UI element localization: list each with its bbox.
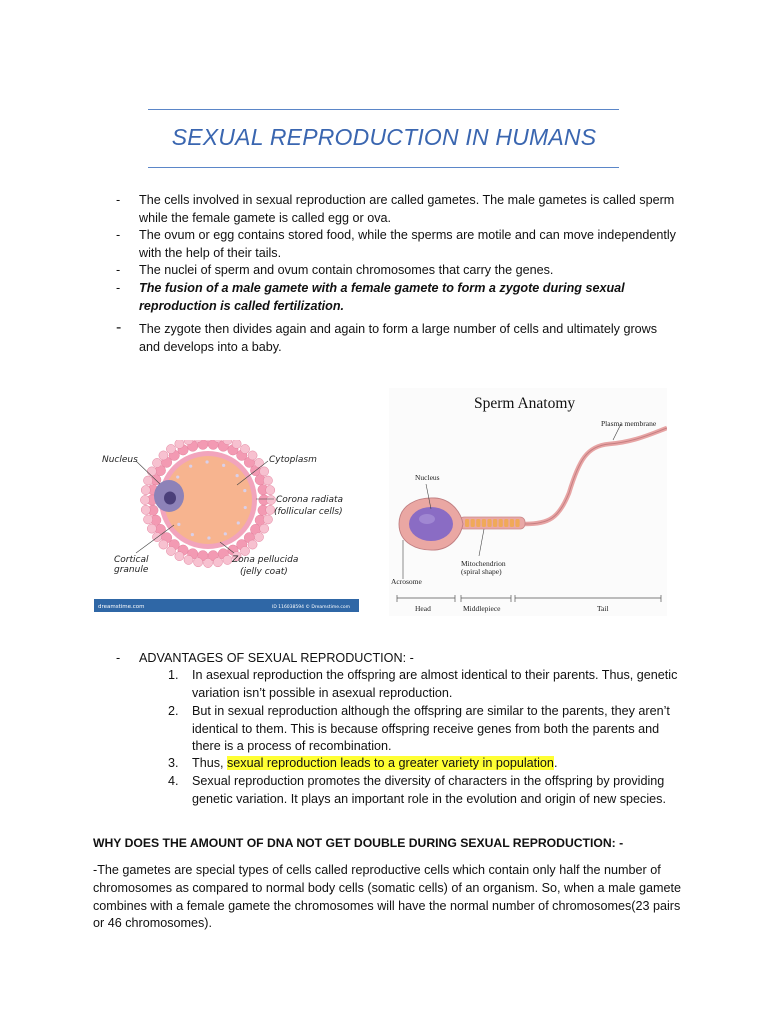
sperm-title: Sperm Anatomy — [474, 395, 576, 412]
advantages-heading: ADVANTAGES OF SEXUAL REPRODUCTION: - — [139, 651, 414, 665]
sperm-diagram — [389, 388, 667, 616]
label-cortical: Cortical — [114, 555, 149, 565]
follicular-cell — [175, 552, 184, 561]
cortical-granule — [176, 475, 179, 478]
sperm-tail — [525, 428, 667, 524]
item-number: 3. — [168, 756, 179, 770]
sperm-nucleus — [409, 507, 453, 541]
follicular-cell — [240, 444, 249, 453]
label-acrosome: Acrosome — [391, 577, 422, 586]
item-text — [192, 755, 678, 773]
nucleolus — [164, 492, 176, 505]
label-plasma-membrane: Plasma membrane — [601, 419, 657, 428]
cortical-granule — [207, 536, 210, 539]
bullet-dash: - — [116, 651, 121, 665]
follicular-cell — [184, 555, 193, 564]
follicular-cell — [266, 495, 275, 504]
follicular-cell — [159, 451, 168, 460]
mitochondrion — [515, 519, 519, 527]
follicular-cell — [175, 440, 184, 448]
mitochondrion — [493, 519, 497, 527]
cortical-granule — [243, 489, 246, 492]
label-zona-sub: (jelly coat) — [240, 567, 288, 577]
item-text-before: Thus, — [192, 756, 227, 770]
ovum-footer-left: dreamstime.com — [98, 604, 145, 610]
mitochondrion — [510, 519, 514, 527]
follicular-cell — [248, 540, 257, 549]
follicular-cell — [159, 540, 168, 549]
label-corona-sub: (follicular cells) — [274, 507, 343, 517]
cortical-granule — [189, 465, 192, 468]
dna-paragraph: -The gametes are special types of cells called reproductive cells which contain only half the number of chromosomes as compared to normal body cells (somatic cells) of an organism. So, when a male gamete combines with a female gamete the chromosomes will have the normal number of chromosomes(23 pairs or 46 chromosomes). — [93, 863, 681, 931]
ovum-diagram — [94, 440, 359, 612]
cortical-granule — [205, 460, 208, 463]
follicular-cell — [254, 532, 263, 541]
follicular-cell — [260, 524, 269, 533]
mitochondrion — [471, 519, 475, 527]
ovum-footer-right: ID 116038594 © Dreamstime.com — [272, 605, 351, 610]
mitochondrion — [504, 519, 508, 527]
advantage-item — [168, 703, 678, 756]
follicular-cell — [147, 524, 156, 533]
item-text: Sexual reproduction promotes the diversity of characters in the offspring by providing genetic variation. It plays an important role in the evolution and origin of new species. — [192, 774, 666, 806]
follicular-cell — [141, 505, 150, 514]
label-head: Head — [415, 604, 431, 613]
item-number: 2. — [168, 704, 179, 718]
bullet-item — [116, 262, 676, 280]
label-sperm-nucleus: Nucleus — [415, 473, 440, 482]
follicular-cell — [248, 451, 257, 460]
follicular-cell — [147, 467, 156, 476]
mitochondrion — [499, 519, 503, 527]
advantage-item — [168, 773, 678, 808]
follicular-cell — [152, 458, 161, 467]
cortical-granule — [236, 474, 239, 477]
item-text-after: . — [553, 756, 558, 770]
bullet-item — [116, 280, 676, 315]
follicular-cell — [194, 558, 203, 567]
label-midpiece: Middlepiece — [463, 604, 501, 613]
bullet-text: The ovum or egg contains stored food, while the sperms are motile and can move independently with the help of their tails. — [139, 228, 676, 260]
follicular-cell — [266, 486, 275, 495]
follicular-cell — [263, 476, 272, 485]
follicular-cell — [260, 467, 269, 476]
follicular-cell — [141, 486, 150, 495]
label-granule: granule — [114, 565, 149, 575]
follicular-cell — [254, 458, 263, 467]
follicular-cell — [166, 444, 175, 453]
follicular-cell — [263, 515, 272, 524]
follicular-cell — [143, 515, 152, 524]
item-number: 1. — [168, 668, 179, 682]
bullet-dash: - — [116, 228, 121, 242]
bullet-text: The cells involved in sexual reproduction are called gametes. The male gametes is called sperm while the female gamete is called egg or ova. — [139, 193, 675, 225]
label-tail: Tail — [597, 604, 609, 613]
follicular-cell — [143, 476, 152, 485]
cortical-granule — [244, 506, 247, 509]
advantage-item — [168, 667, 678, 702]
follicular-cell — [166, 546, 175, 555]
fertilization-definition: The fusion of a male gamete with a female gamete to form a zygote during sexual reproduction is called fertilization. — [139, 281, 625, 313]
follicular-cell — [152, 532, 161, 541]
bullet-dash: - — [116, 263, 121, 277]
item-text: In asexual reproduction the offspring are almost identical to their parents. Thus, genetic variation isn’t possible in asexual reproduction. — [192, 668, 678, 700]
ovum-figure — [94, 440, 359, 612]
follicular-cell — [140, 495, 149, 504]
bullet-text: The nuclei of sperm and ovum contain chromosomes that carry the genes. — [139, 263, 554, 277]
bullet-dash: - — [116, 281, 121, 295]
bullet-item — [116, 192, 676, 227]
title-rule-bottom — [148, 167, 619, 168]
mitochondrion — [465, 519, 469, 527]
bullet-dash: - — [116, 319, 122, 336]
follicular-cell — [213, 558, 222, 567]
bullet-item — [116, 321, 676, 356]
mitochondrion — [487, 519, 491, 527]
cortical-granule — [222, 464, 225, 467]
label-corona: Corona radiata — [276, 495, 344, 505]
label-zona: Zona pellucida — [232, 555, 299, 565]
bullet-item — [116, 227, 676, 262]
highlighted-text: sexual reproduction leads to a greater variety in population — [227, 756, 554, 770]
cortical-granule — [237, 521, 240, 524]
dna-heading: WHY DOES THE AMOUNT OF DNA NOT GET DOUBLE DURING SEXUAL REPRODUCTION: - — [93, 836, 624, 850]
bullet-text: The zygote then divides again and again to form a large number of cells and ultimately grows and develops into a baby. — [139, 322, 658, 354]
bullet-dash: - — [116, 193, 121, 207]
advantages-bullet — [116, 650, 676, 668]
label-cytoplasm: Cytoplasm — [269, 455, 317, 465]
label-nucleus: Nucleus — [102, 455, 138, 465]
mitochondrion — [482, 519, 486, 527]
title-rule-top — [148, 109, 619, 110]
page-title: SEXUAL REPRODUCTION IN HUMANS — [171, 124, 597, 150]
follicular-cell — [223, 555, 232, 564]
sperm-tail-outline — [525, 428, 667, 524]
follicular-cell — [203, 558, 212, 567]
cortical-granule — [224, 532, 227, 535]
follicular-cell — [232, 440, 241, 448]
advantage-item — [168, 755, 678, 773]
cortical-granule — [191, 533, 194, 536]
label-mitochondrion: Mitochendrion — [461, 559, 506, 568]
label-spiral-shape: (spiral shape) — [461, 567, 502, 576]
item-text: But in sexual reproduction although the offspring are similar to the parents, they aren’t identical to them. This is because offspring receive genes from both the parents and there is a process of recombination. — [192, 704, 670, 754]
sperm-figure — [389, 388, 667, 616]
cortical-granule — [177, 523, 180, 526]
mitochondrion — [476, 519, 480, 527]
item-number: 4. — [168, 774, 179, 788]
